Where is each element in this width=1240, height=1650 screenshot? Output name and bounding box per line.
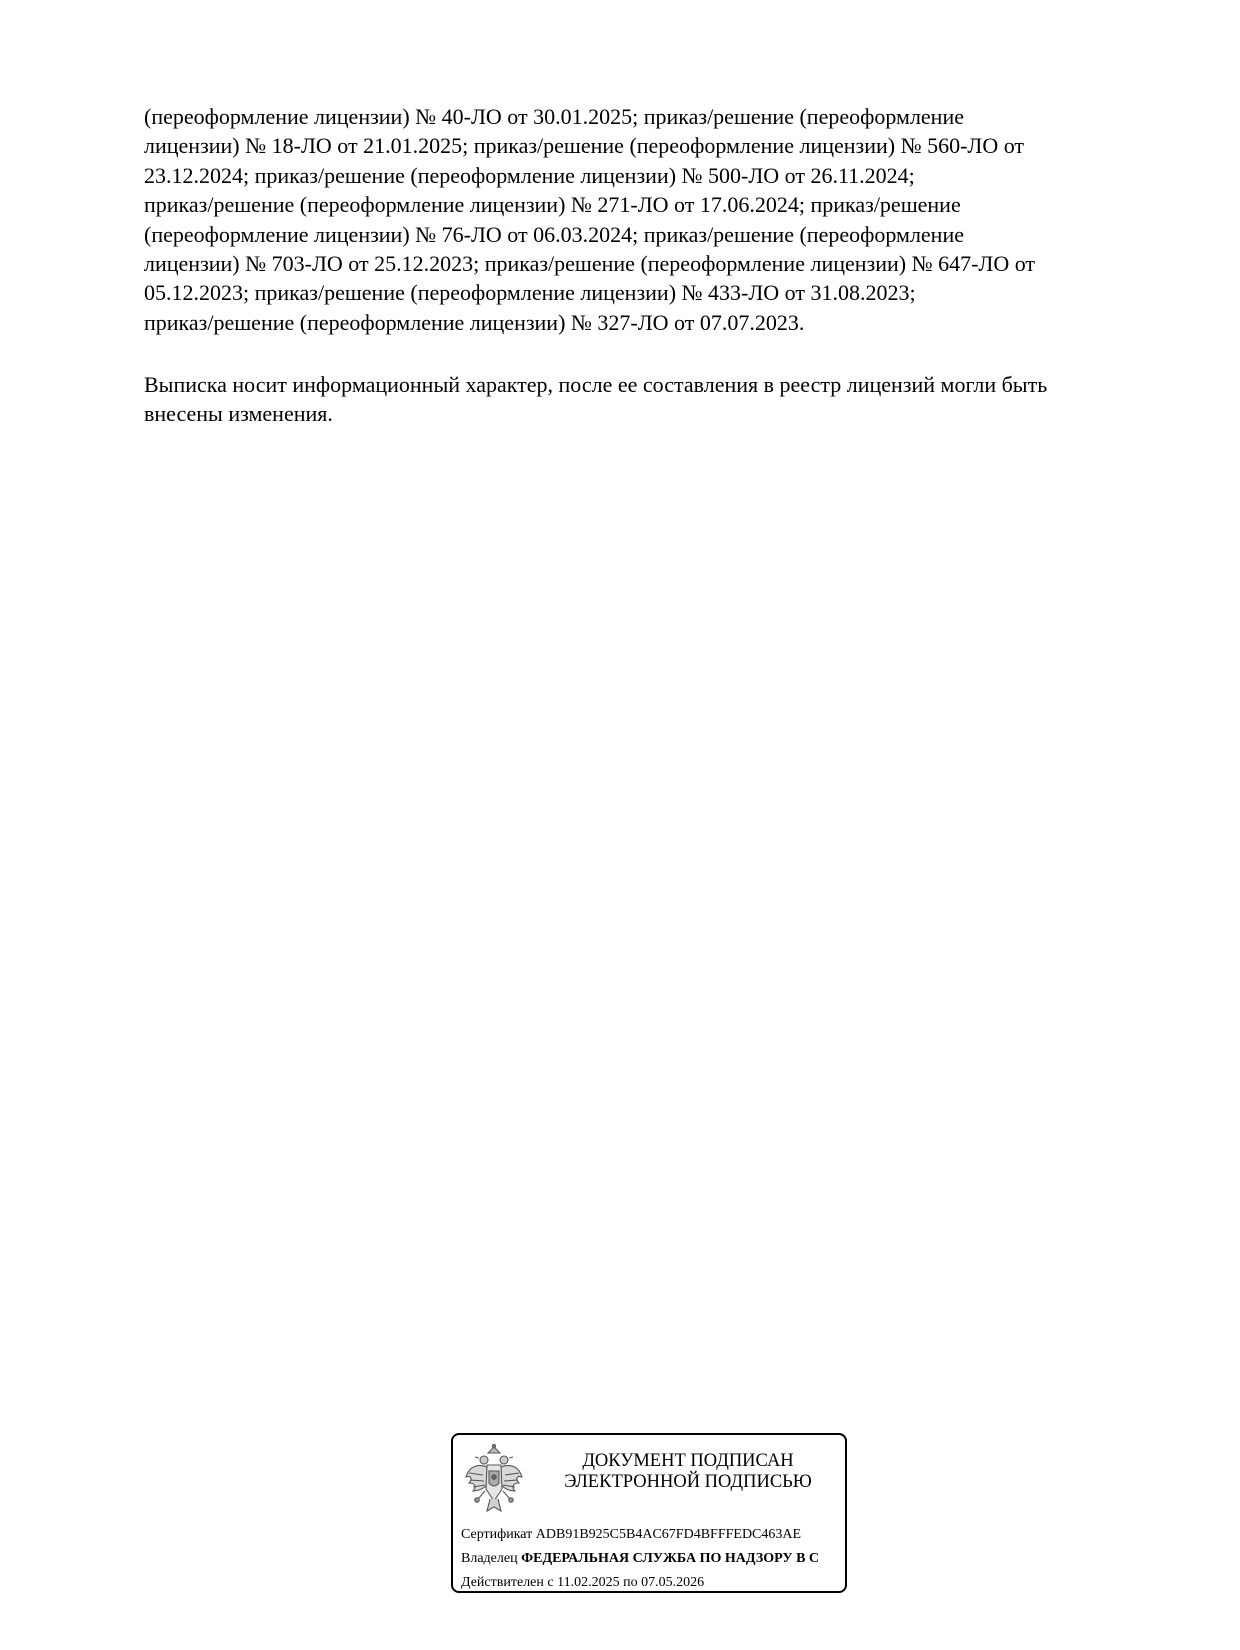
license-orders-text	[144, 102, 1144, 337]
text-line: 05.12.2023; приказ/решение (переоформление лицензии) № 433-ЛО от 31.08.2023;	[144, 280, 916, 306]
text-line: лицензии) № 703-ЛО от 25.12.2023; приказ/решение (переоформление лицензии) № 647-ЛО от	[144, 251, 1036, 277]
text-line: лицензии) № 18-ЛО от 21.01.2025; приказ/решение (переоформление лицензии) № 560-ЛО от	[144, 133, 1025, 159]
coat-of-arms-icon	[463, 1443, 525, 1519]
text-line: приказ/решение (переоформление лицензии) № 271-ЛО от 17.06.2024; приказ/решение	[144, 192, 961, 218]
informational-notice	[144, 370, 1144, 429]
stamp-title-line: ДОКУМЕНТ ПОДПИСАН	[582, 1451, 794, 1471]
stamp-title-line: ЭЛЕКТРОННОЙ ПОДПИСЬЮ	[564, 1472, 812, 1492]
owner-value: ФЕДЕРАЛЬНАЯ СЛУЖБА ПО НАДЗОРУ В С	[521, 1551, 820, 1566]
text-line: (переоформление лицензии) № 76-ЛО от 06.03.2024; приказ/решение (переоформление	[144, 221, 964, 247]
text-line: 23.12.2024; приказ/решение (переоформление лицензии) № 500-ЛО от 26.11.2024;	[144, 162, 915, 188]
validity-row: Действителен с 11.02.2025 по 07.05.2026	[461, 1575, 705, 1590]
notice-line: Выписка носит информационный характер, после ее составления в реестр лицензий могли быть	[144, 372, 1048, 397]
notice-line: внесены изменения.	[144, 401, 333, 427]
owner-row	[461, 1551, 819, 1567]
owner-label: Владелец	[461, 1551, 518, 1566]
stamp-title	[533, 1451, 843, 1493]
text-line: (переоформление лицензии) № 40-ЛО от 30.01.2025; приказ/решение (переоформление	[144, 104, 964, 129]
text-line: приказ/решение (переоформление лицензии) № 327-ЛО от 07.07.2023.	[144, 309, 805, 335]
certificate-label: Сертификат	[461, 1527, 533, 1542]
electronic-signature-stamp	[451, 1433, 847, 1593]
certificate-value: ADB91B925C5B4AC67FD4BFFFEDC463AE	[535, 1527, 802, 1542]
certificate-row	[461, 1527, 801, 1543]
